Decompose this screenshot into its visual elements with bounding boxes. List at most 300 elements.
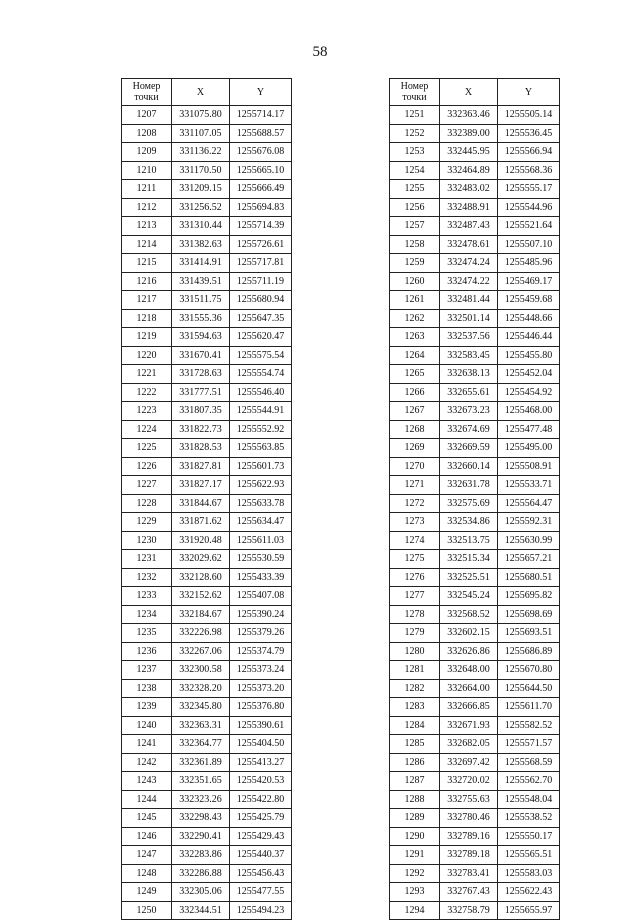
point-number-cell: 1241 <box>122 735 172 754</box>
table-row <box>390 753 560 772</box>
y-coordinate-cell: 1255563.85 <box>230 439 292 458</box>
point-number-cell: 1240 <box>122 716 172 735</box>
point-number-cell: 1263 <box>390 328 440 347</box>
point-number-cell: 1235 <box>122 624 172 643</box>
x-coordinate-cell: 332305.06 <box>172 883 230 902</box>
y-coordinate-cell: 1255485.96 <box>498 254 560 273</box>
table-row <box>122 846 292 865</box>
y-coordinate-cell: 1255676.08 <box>230 143 292 162</box>
point-number-cell: 1282 <box>390 679 440 698</box>
x-coordinate-cell: 331828.53 <box>172 439 230 458</box>
table-row <box>122 550 292 569</box>
table-row <box>122 180 292 199</box>
point-number-cell: 1224 <box>122 420 172 439</box>
point-number-cell: 1287 <box>390 772 440 791</box>
table-row <box>390 161 560 180</box>
y-coordinate-cell: 1255538.52 <box>498 809 560 828</box>
table-row <box>390 180 560 199</box>
x-coordinate-cell: 332789.16 <box>440 827 498 846</box>
x-coordinate-cell: 332534.86 <box>440 513 498 532</box>
y-coordinate-cell: 1255390.24 <box>230 605 292 624</box>
table-row <box>390 846 560 865</box>
table-row <box>122 161 292 180</box>
y-coordinate-cell: 1255622.43 <box>498 883 560 902</box>
table-row <box>390 272 560 291</box>
y-coordinate-cell: 1255568.36 <box>498 161 560 180</box>
x-coordinate-cell: 331382.63 <box>172 235 230 254</box>
y-coordinate-cell: 1255477.48 <box>498 420 560 439</box>
table-row <box>390 679 560 698</box>
y-coordinate-cell: 1255508.91 <box>498 457 560 476</box>
point-number-cell: 1250 <box>122 901 172 920</box>
x-coordinate-cell: 332300.58 <box>172 661 230 680</box>
x-coordinate-cell: 331511.75 <box>172 291 230 310</box>
table-row <box>390 772 560 791</box>
x-coordinate-cell: 332638.13 <box>440 365 498 384</box>
point-number-cell: 1244 <box>122 790 172 809</box>
point-number-cell: 1289 <box>390 809 440 828</box>
point-number-cell: 1253 <box>390 143 440 162</box>
table-row <box>390 439 560 458</box>
table-row <box>390 698 560 717</box>
point-number-cell: 1254 <box>390 161 440 180</box>
table-row <box>122 513 292 532</box>
table-header-row <box>390 79 560 106</box>
table-row <box>122 235 292 254</box>
header-y: Y <box>230 79 292 106</box>
point-number-cell: 1286 <box>390 753 440 772</box>
y-coordinate-cell: 1255555.17 <box>498 180 560 199</box>
table-row <box>390 420 560 439</box>
y-coordinate-cell: 1255717.81 <box>230 254 292 273</box>
point-number-cell: 1271 <box>390 476 440 495</box>
y-coordinate-cell: 1255455.80 <box>498 346 560 365</box>
x-coordinate-cell: 332671.93 <box>440 716 498 735</box>
x-coordinate-cell: 332682.05 <box>440 735 498 754</box>
x-coordinate-cell: 332298.43 <box>172 809 230 828</box>
x-coordinate-cell: 332767.43 <box>440 883 498 902</box>
table-row <box>390 864 560 883</box>
x-coordinate-cell: 331209.15 <box>172 180 230 199</box>
y-coordinate-cell: 1255647.35 <box>230 309 292 328</box>
point-number-cell: 1279 <box>390 624 440 643</box>
y-coordinate-cell: 1255633.78 <box>230 494 292 513</box>
x-coordinate-cell: 332780.46 <box>440 809 498 828</box>
point-number-cell: 1284 <box>390 716 440 735</box>
table-header-row <box>122 79 292 106</box>
page-number: 58 <box>312 44 328 60</box>
point-number-cell: 1270 <box>390 457 440 476</box>
table-row <box>122 346 292 365</box>
table-row <box>122 309 292 328</box>
point-number-cell: 1220 <box>122 346 172 365</box>
y-coordinate-cell: 1255422.80 <box>230 790 292 809</box>
table-row <box>122 642 292 661</box>
x-coordinate-cell: 332626.86 <box>440 642 498 661</box>
point-number-cell: 1272 <box>390 494 440 513</box>
point-number-cell: 1248 <box>122 864 172 883</box>
x-coordinate-cell: 332152.62 <box>172 587 230 606</box>
y-coordinate-cell: 1255583.03 <box>498 864 560 883</box>
point-number-cell: 1269 <box>390 439 440 458</box>
point-number-cell: 1249 <box>122 883 172 902</box>
y-coordinate-cell: 1255552.92 <box>230 420 292 439</box>
header-number-line2: точки <box>402 92 427 103</box>
point-number-cell: 1229 <box>122 513 172 532</box>
table-row <box>122 494 292 513</box>
table-row <box>122 106 292 125</box>
y-coordinate-cell: 1255550.17 <box>498 827 560 846</box>
x-coordinate-cell: 332286.88 <box>172 864 230 883</box>
x-coordinate-cell: 332226.98 <box>172 624 230 643</box>
y-coordinate-cell: 1255536.45 <box>498 124 560 143</box>
table-row <box>122 328 292 347</box>
table-row <box>390 143 560 162</box>
point-number-cell: 1256 <box>390 198 440 217</box>
point-number-cell: 1231 <box>122 550 172 569</box>
y-coordinate-cell: 1255565.51 <box>498 846 560 865</box>
point-number-cell: 1237 <box>122 661 172 680</box>
point-number-cell: 1223 <box>122 402 172 421</box>
point-number-cell: 1230 <box>122 531 172 550</box>
point-number-cell: 1239 <box>122 698 172 717</box>
y-coordinate-cell: 1255379.26 <box>230 624 292 643</box>
header-x: X <box>440 79 498 106</box>
x-coordinate-cell: 331136.22 <box>172 143 230 162</box>
x-coordinate-cell: 332575.69 <box>440 494 498 513</box>
point-number-cell: 1277 <box>390 587 440 606</box>
point-number-cell: 1291 <box>390 846 440 865</box>
x-coordinate-cell: 332720.02 <box>440 772 498 791</box>
table-row <box>122 827 292 846</box>
x-coordinate-cell: 331728.63 <box>172 365 230 384</box>
y-coordinate-cell: 1255374.79 <box>230 642 292 661</box>
x-coordinate-cell: 332464.89 <box>440 161 498 180</box>
y-coordinate-cell: 1255440.37 <box>230 846 292 865</box>
point-number-cell: 1262 <box>390 309 440 328</box>
y-coordinate-cell: 1255468.00 <box>498 402 560 421</box>
y-coordinate-cell: 1255544.91 <box>230 402 292 421</box>
table-row <box>122 420 292 439</box>
table-row <box>122 698 292 717</box>
point-number-cell: 1276 <box>390 568 440 587</box>
point-number-cell: 1242 <box>122 753 172 772</box>
table-row <box>390 328 560 347</box>
x-coordinate-cell: 331170.50 <box>172 161 230 180</box>
point-number-cell: 1274 <box>390 531 440 550</box>
x-coordinate-cell: 332783.41 <box>440 864 498 883</box>
y-coordinate-cell: 1255546.40 <box>230 383 292 402</box>
table-row <box>390 587 560 606</box>
y-coordinate-cell: 1255477.55 <box>230 883 292 902</box>
point-number-cell: 1209 <box>122 143 172 162</box>
table-row <box>122 679 292 698</box>
x-coordinate-cell: 332501.14 <box>440 309 498 328</box>
x-coordinate-cell: 332481.44 <box>440 291 498 310</box>
y-coordinate-cell: 1255505.14 <box>498 106 560 125</box>
point-number-cell: 1251 <box>390 106 440 125</box>
x-coordinate-cell: 332290.41 <box>172 827 230 846</box>
x-coordinate-cell: 332631.78 <box>440 476 498 495</box>
x-coordinate-cell: 332474.24 <box>440 254 498 273</box>
y-coordinate-cell: 1255622.93 <box>230 476 292 495</box>
y-coordinate-cell: 1255407.08 <box>230 587 292 606</box>
point-number-cell: 1221 <box>122 365 172 384</box>
y-coordinate-cell: 1255620.47 <box>230 328 292 347</box>
point-number-cell: 1214 <box>122 235 172 254</box>
table-row <box>122 254 292 273</box>
x-coordinate-cell: 332666.85 <box>440 698 498 717</box>
y-coordinate-cell: 1255688.57 <box>230 124 292 143</box>
point-number-cell: 1245 <box>122 809 172 828</box>
y-coordinate-cell: 1255680.94 <box>230 291 292 310</box>
x-coordinate-cell: 332674.69 <box>440 420 498 439</box>
x-coordinate-cell: 331670.41 <box>172 346 230 365</box>
table-row <box>390 531 560 550</box>
y-coordinate-cell: 1255611.70 <box>498 698 560 717</box>
x-coordinate-cell: 332568.52 <box>440 605 498 624</box>
x-coordinate-cell: 332488.91 <box>440 198 498 217</box>
x-coordinate-cell: 331075.80 <box>172 106 230 125</box>
y-coordinate-cell: 1255425.79 <box>230 809 292 828</box>
x-coordinate-cell: 332363.46 <box>440 106 498 125</box>
y-coordinate-cell: 1255657.21 <box>498 550 560 569</box>
point-number-cell: 1268 <box>390 420 440 439</box>
x-coordinate-cell: 331256.52 <box>172 198 230 217</box>
point-number-cell: 1273 <box>390 513 440 532</box>
table-row <box>122 476 292 495</box>
point-number-cell: 1267 <box>390 402 440 421</box>
y-coordinate-cell: 1255373.20 <box>230 679 292 698</box>
x-coordinate-cell: 332445.95 <box>440 143 498 162</box>
y-coordinate-cell: 1255446.44 <box>498 328 560 347</box>
x-coordinate-cell: 332389.00 <box>440 124 498 143</box>
y-coordinate-cell: 1255564.47 <box>498 494 560 513</box>
x-coordinate-cell: 332537.56 <box>440 328 498 347</box>
point-number-cell: 1266 <box>390 383 440 402</box>
x-coordinate-cell: 331920.48 <box>172 531 230 550</box>
header-point-number <box>390 79 440 106</box>
y-coordinate-cell: 1255469.17 <box>498 272 560 291</box>
x-coordinate-cell: 331827.17 <box>172 476 230 495</box>
table-row <box>390 716 560 735</box>
table-row <box>122 198 292 217</box>
y-coordinate-cell: 1255456.43 <box>230 864 292 883</box>
x-coordinate-cell: 331807.35 <box>172 402 230 421</box>
point-number-cell: 1260 <box>390 272 440 291</box>
y-coordinate-cell: 1255714.17 <box>230 106 292 125</box>
table-row <box>390 198 560 217</box>
x-coordinate-cell: 331555.36 <box>172 309 230 328</box>
x-coordinate-cell: 332602.15 <box>440 624 498 643</box>
table-row <box>122 883 292 902</box>
point-number-cell: 1226 <box>122 457 172 476</box>
x-coordinate-cell: 332669.59 <box>440 439 498 458</box>
y-coordinate-cell: 1255571.57 <box>498 735 560 754</box>
x-coordinate-cell: 331107.05 <box>172 124 230 143</box>
x-coordinate-cell: 331310.44 <box>172 217 230 236</box>
y-coordinate-cell: 1255433.39 <box>230 568 292 587</box>
x-coordinate-cell: 332755.63 <box>440 790 498 809</box>
x-coordinate-cell: 332697.42 <box>440 753 498 772</box>
point-number-cell: 1238 <box>122 679 172 698</box>
x-coordinate-cell: 332351.65 <box>172 772 230 791</box>
y-coordinate-cell: 1255568.59 <box>498 753 560 772</box>
y-coordinate-cell: 1255544.96 <box>498 198 560 217</box>
point-number-cell: 1232 <box>122 568 172 587</box>
table-row <box>122 365 292 384</box>
x-coordinate-cell: 332267.06 <box>172 642 230 661</box>
x-coordinate-cell: 332583.45 <box>440 346 498 365</box>
table-row <box>122 143 292 162</box>
y-coordinate-cell: 1255454.92 <box>498 383 560 402</box>
x-coordinate-cell: 332344.51 <box>172 901 230 920</box>
y-coordinate-cell: 1255644.50 <box>498 679 560 698</box>
x-coordinate-cell: 332655.61 <box>440 383 498 402</box>
table-row <box>390 217 560 236</box>
y-coordinate-cell: 1255420.53 <box>230 772 292 791</box>
table-row <box>390 901 560 920</box>
table-row <box>390 402 560 421</box>
table-row <box>122 901 292 920</box>
x-coordinate-cell: 332664.00 <box>440 679 498 698</box>
y-coordinate-cell: 1255582.52 <box>498 716 560 735</box>
point-number-cell: 1259 <box>390 254 440 273</box>
y-coordinate-cell: 1255680.51 <box>498 568 560 587</box>
table-row <box>122 790 292 809</box>
point-number-cell: 1292 <box>390 864 440 883</box>
point-number-cell: 1212 <box>122 198 172 217</box>
x-coordinate-cell: 331871.62 <box>172 513 230 532</box>
y-coordinate-cell: 1255533.71 <box>498 476 560 495</box>
y-coordinate-cell: 1255714.39 <box>230 217 292 236</box>
x-coordinate-cell: 332758.79 <box>440 901 498 920</box>
x-coordinate-cell: 332184.67 <box>172 605 230 624</box>
x-coordinate-cell: 331594.63 <box>172 328 230 347</box>
y-coordinate-cell: 1255665.10 <box>230 161 292 180</box>
y-coordinate-cell: 1255630.99 <box>498 531 560 550</box>
point-number-cell: 1219 <box>122 328 172 347</box>
x-coordinate-cell: 331414.91 <box>172 254 230 273</box>
y-coordinate-cell: 1255507.10 <box>498 235 560 254</box>
y-coordinate-cell: 1255666.49 <box>230 180 292 199</box>
y-coordinate-cell: 1255448.66 <box>498 309 560 328</box>
point-number-cell: 1217 <box>122 291 172 310</box>
x-coordinate-cell: 332345.80 <box>172 698 230 717</box>
header-number-line2: точки <box>134 92 159 103</box>
table-row <box>122 735 292 754</box>
x-coordinate-cell: 332361.89 <box>172 753 230 772</box>
point-number-cell: 1258 <box>390 235 440 254</box>
point-number-cell: 1211 <box>122 180 172 199</box>
y-coordinate-cell: 1255562.70 <box>498 772 560 791</box>
x-coordinate-cell: 332525.51 <box>440 568 498 587</box>
table-row <box>122 753 292 772</box>
x-coordinate-cell: 331827.81 <box>172 457 230 476</box>
y-coordinate-cell: 1255634.47 <box>230 513 292 532</box>
y-coordinate-cell: 1255376.80 <box>230 698 292 717</box>
x-coordinate-cell: 331439.51 <box>172 272 230 291</box>
point-number-cell: 1265 <box>390 365 440 384</box>
y-coordinate-cell: 1255711.19 <box>230 272 292 291</box>
y-coordinate-cell: 1255452.04 <box>498 365 560 384</box>
header-x: X <box>172 79 230 106</box>
y-coordinate-cell: 1255670.80 <box>498 661 560 680</box>
x-coordinate-cell: 332029.62 <box>172 550 230 569</box>
point-number-cell: 1252 <box>390 124 440 143</box>
point-number-cell: 1290 <box>390 827 440 846</box>
table-row <box>122 605 292 624</box>
table-row <box>122 439 292 458</box>
y-coordinate-cell: 1255548.04 <box>498 790 560 809</box>
y-coordinate-cell: 1255655.97 <box>498 901 560 920</box>
table-row <box>122 402 292 421</box>
coordinates-table-left <box>121 78 292 920</box>
x-coordinate-cell: 332515.34 <box>440 550 498 569</box>
point-number-cell: 1215 <box>122 254 172 273</box>
x-coordinate-cell: 331822.73 <box>172 420 230 439</box>
table-row <box>390 235 560 254</box>
table-row <box>390 254 560 273</box>
point-number-cell: 1261 <box>390 291 440 310</box>
y-coordinate-cell: 1255575.54 <box>230 346 292 365</box>
x-coordinate-cell: 332487.43 <box>440 217 498 236</box>
y-coordinate-cell: 1255566.94 <box>498 143 560 162</box>
y-coordinate-cell: 1255404.50 <box>230 735 292 754</box>
table-row <box>390 642 560 661</box>
table-row <box>122 772 292 791</box>
table-row <box>122 568 292 587</box>
x-coordinate-cell: 332648.00 <box>440 661 498 680</box>
point-number-cell: 1281 <box>390 661 440 680</box>
y-coordinate-cell: 1255592.31 <box>498 513 560 532</box>
point-number-cell: 1246 <box>122 827 172 846</box>
point-number-cell: 1285 <box>390 735 440 754</box>
table-row <box>122 291 292 310</box>
table-row <box>122 587 292 606</box>
x-coordinate-cell: 332323.26 <box>172 790 230 809</box>
x-coordinate-cell: 332483.02 <box>440 180 498 199</box>
y-coordinate-cell: 1255611.03 <box>230 531 292 550</box>
table-row <box>122 272 292 291</box>
y-coordinate-cell: 1255695.82 <box>498 587 560 606</box>
point-number-cell: 1228 <box>122 494 172 513</box>
y-coordinate-cell: 1255413.27 <box>230 753 292 772</box>
table-row <box>122 864 292 883</box>
point-number-cell: 1278 <box>390 605 440 624</box>
y-coordinate-cell: 1255601.73 <box>230 457 292 476</box>
table-row <box>390 809 560 828</box>
x-coordinate-cell: 331844.67 <box>172 494 230 513</box>
point-number-cell: 1293 <box>390 883 440 902</box>
point-number-cell: 1207 <box>122 106 172 125</box>
x-coordinate-cell: 332364.77 <box>172 735 230 754</box>
point-number-cell: 1294 <box>390 901 440 920</box>
table-row <box>390 605 560 624</box>
point-number-cell: 1264 <box>390 346 440 365</box>
point-number-cell: 1227 <box>122 476 172 495</box>
table-row <box>122 124 292 143</box>
table-row <box>122 531 292 550</box>
table-row <box>390 124 560 143</box>
x-coordinate-cell: 332673.23 <box>440 402 498 421</box>
table-row <box>390 735 560 754</box>
point-number-cell: 1275 <box>390 550 440 569</box>
y-coordinate-cell: 1255459.68 <box>498 291 560 310</box>
x-coordinate-cell: 332545.24 <box>440 587 498 606</box>
x-coordinate-cell: 332474.22 <box>440 272 498 291</box>
point-number-cell: 1210 <box>122 161 172 180</box>
